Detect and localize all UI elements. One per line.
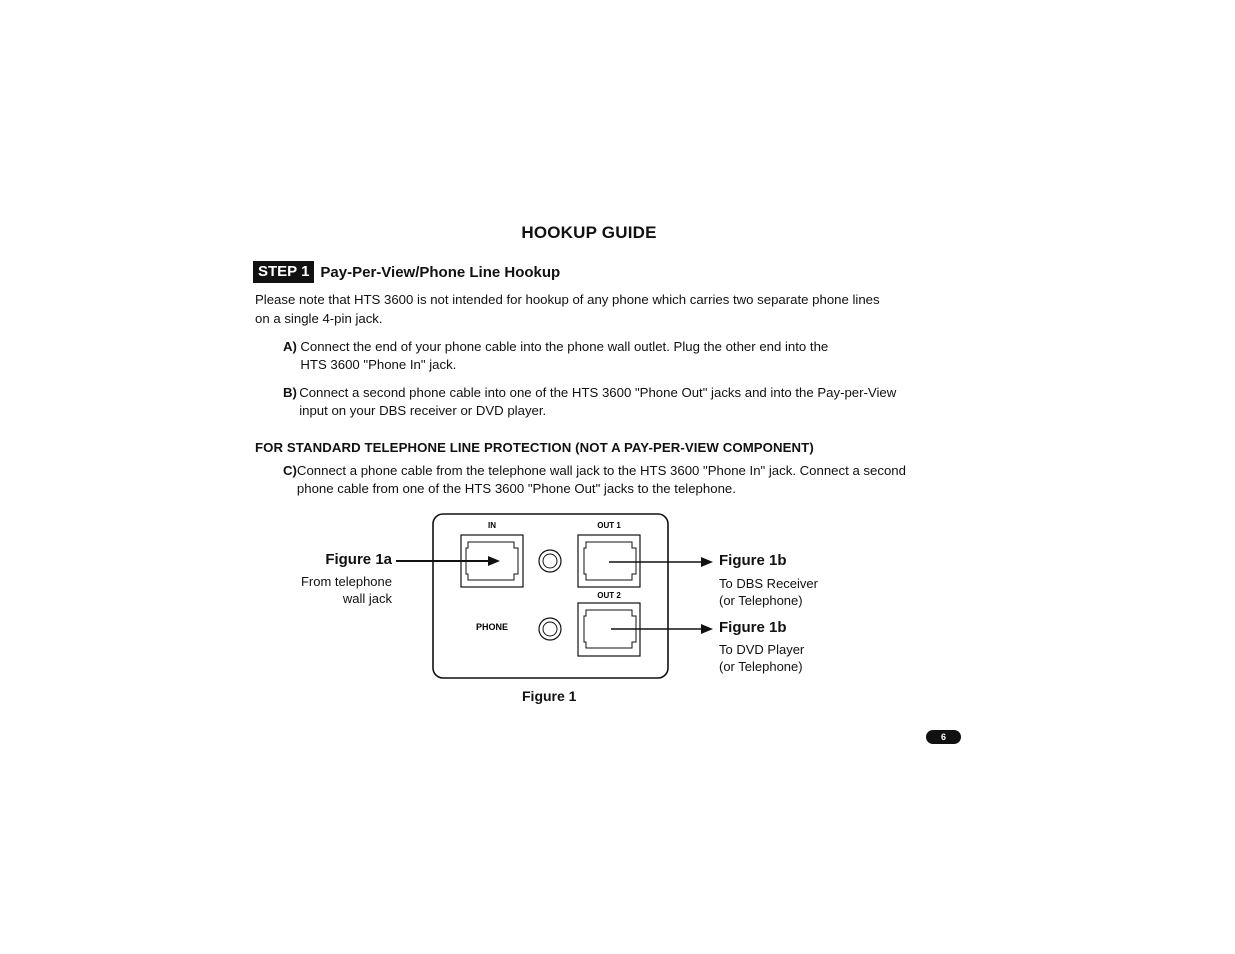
instruction-letter: B) — [283, 385, 297, 400]
figure-1b-top-desc-line: (or Telephone) — [719, 593, 803, 608]
panel-outline — [433, 514, 668, 678]
jack-label-out1: OUT 1 — [597, 521, 621, 530]
figure-1b-bottom-desc-line: To DVD Player — [719, 642, 805, 657]
instruction-text: Connect a phone cable from the telephone wall jack to the HTS 3600 "Phone In" jack. Connect a second phone cable from one of the HTS 3600 "Phone Out" jacks to the telephone. — [296, 463, 906, 496]
page-number: 6 — [926, 730, 961, 744]
figure-1b-bottom-desc-line: (or Telephone) — [719, 659, 803, 674]
figure-1b-top-description — [719, 575, 818, 609]
step-badge: STEP 1 — [253, 261, 314, 283]
jack-label-out2: OUT 2 — [597, 591, 621, 600]
connector-top-icon — [539, 550, 561, 572]
figure-1b-top-label: Figure 1b — [719, 552, 787, 569]
step-title: Pay-Per-View/Phone Line Hookup — [320, 263, 561, 281]
figure-caption: Figure 1 — [522, 688, 577, 704]
figure-1a-description — [290, 573, 392, 607]
page-title: HOOKUP GUIDE — [521, 223, 657, 242]
arrow-fig1a-icon — [396, 556, 500, 566]
instruction-letter: A) — [283, 339, 297, 354]
phone-label: PHONE — [475, 622, 509, 632]
figure-1b-top-desc-line: To DBS Receiver — [719, 576, 818, 591]
protection-subheading: FOR STANDARD TELEPHONE LINE PROTECTION (NOT A PAY-PER-VIEW COMPONENT) — [255, 440, 814, 455]
figure-1b-bottom-label: Figure 1b — [719, 619, 787, 636]
instruction-text: Connect a second phone cable into one of the HTS 3600 "Phone Out" jacks and into the Pay-per-View input on your DBS receiver or DVD player. — [299, 385, 897, 418]
figure-1a-desc-line: wall jack — [342, 591, 392, 606]
instruction-text: Connect the end of your phone cable into the phone wall outlet. Plug the other end into the HTS 3600 "Phone In" jack. — [300, 339, 829, 372]
arrow-fig1b-bottom-icon — [611, 624, 713, 634]
instruction-letter: C) — [283, 463, 297, 478]
arrow-fig1b-top-icon — [609, 557, 713, 567]
jack-label-in: IN — [488, 521, 496, 530]
figure-1a-label: Figure 1a — [325, 551, 392, 568]
intro-paragraph: Please note that HTS 3600 is not intended for hookup of any phone which carries two separate phone lines on a single 4-pin jack. — [255, 292, 880, 326]
connector-bottom-icon — [539, 618, 561, 640]
figure-1b-bottom-description — [719, 641, 804, 675]
figure-1a-desc-line: From telephone — [300, 574, 392, 589]
jack-out1-icon — [578, 535, 640, 587]
